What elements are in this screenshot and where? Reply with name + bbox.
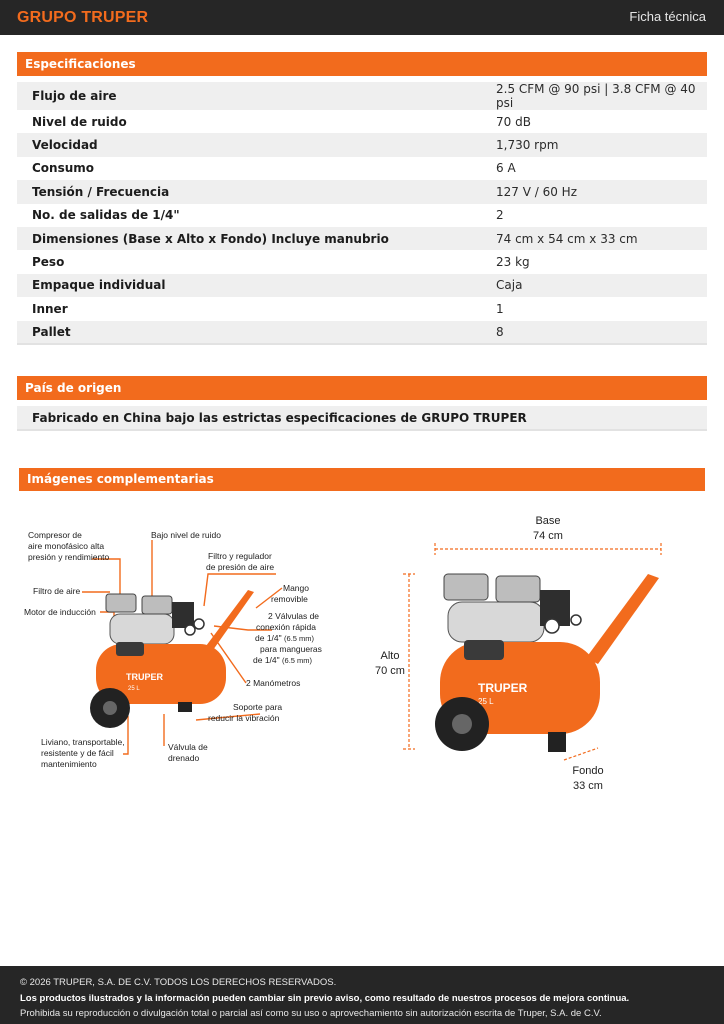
callout-valvulas-l3a: de 1/4": [255, 633, 282, 643]
dim-alto-label: Alto: [380, 650, 400, 662]
svg-text:de 1/4" (6.5 mm): [253, 655, 313, 665]
spec-label: Velocidad: [17, 133, 488, 156]
spec-row: [17, 133, 707, 156]
spec-row: [17, 180, 707, 203]
callout-valvulas-l3b: (6.5 mm): [284, 634, 315, 643]
callout-motor: Motor de inducción: [24, 607, 96, 617]
callout-compresor-l1: Compresor de: [28, 530, 82, 540]
top-header-bar: [0, 0, 724, 35]
callout-valvulas-l1: 2 Válvulas de: [268, 611, 320, 621]
dim-base-label: Base: [535, 515, 561, 527]
spec-label: No. de salidas de 1/4": [17, 204, 488, 227]
footer: [0, 966, 724, 1024]
spec-value: 2: [488, 204, 707, 227]
dim-fondo-label: Fondo: [572, 765, 604, 777]
callout-valvulas-l4: para mangueras: [260, 644, 322, 654]
callout-liviano-l2: resistente y de fácil: [41, 748, 114, 758]
callout-soporte-l1: Soporte para: [233, 702, 283, 712]
spec-label: Empaque individual: [17, 274, 488, 297]
left-tank-brand: TRUPER: [126, 672, 164, 682]
compressor-features-figure: [18, 518, 348, 780]
callout-valvula-drenado-l2: drenado: [168, 753, 200, 763]
spec-value: Caja: [488, 274, 707, 297]
specs-table: [17, 82, 707, 345]
callout-liviano-l1: Liviano, transportable,: [41, 737, 125, 747]
spec-label: Tensión / Frecuencia: [17, 180, 488, 203]
spec-row: [17, 227, 707, 250]
spec-row: [17, 157, 707, 180]
spec-label: Peso: [17, 250, 488, 273]
spec-row: [17, 82, 707, 110]
spec-row: [17, 297, 707, 320]
spec-value: 1: [488, 297, 707, 320]
callout-filtro-regulador-l2: de presión de aire: [206, 562, 275, 572]
callout-valvula-drenado-l1: Válvula de: [168, 742, 208, 752]
spec-row: [17, 110, 707, 133]
left-tank-capacity: 25 L: [128, 686, 140, 692]
origin-text: Fabricado en China bajo las estrictas especificaciones de GRUPO TRUPER: [17, 406, 707, 431]
spec-value: 2.5 CFM @ 90 psi | 3.8 CFM @ 40 psi: [488, 82, 707, 110]
spec-value: 6 A: [488, 157, 707, 180]
callout-manometros: 2 Manómetros: [246, 678, 301, 688]
footer-copyright: © 2026 TRUPER, S.A. DE C.V. TODOS LOS DERECHOS RESERVADOS.: [20, 977, 337, 988]
callout-valvulas-l5b: (6.5 mm): [282, 656, 313, 665]
callout-liviano-l3: mantenimiento: [41, 759, 97, 769]
spec-value: 70 dB: [488, 110, 707, 133]
document-type-label: Ficha técnica: [629, 9, 706, 24]
callout-bajo-ruido: Bajo nivel de ruido: [151, 530, 221, 540]
brand-logo: GRUPO TRUPER: [17, 9, 149, 26]
spec-value: 8: [488, 321, 707, 344]
spec-row: [17, 250, 707, 273]
dim-base-value: 74 cm: [533, 530, 563, 542]
dim-fondo-value: 33 cm: [573, 780, 603, 792]
spec-value: 23 kg: [488, 250, 707, 273]
dim-alto-value: 70 cm: [375, 665, 405, 677]
callout-filtro-regulador-l1: Filtro y regulador: [208, 551, 272, 561]
spec-value: 127 V / 60 Hz: [488, 180, 707, 203]
footer-prohibition: Prohibida su reproducción o divulgación total o parcial así como su uso o aprovechamiento sin autorización escrita de Truper, S.A. de C.V.: [20, 1008, 602, 1019]
footer-disclaimer: Los productos ilustrados y la información pueden cambiar sin previo aviso, como resultado de nuestros procesos de mejora continua.: [20, 992, 630, 1004]
callout-valvulas-l2: conexión rápida: [256, 622, 317, 632]
callout-filtro-aire: Filtro de aire: [33, 586, 81, 596]
spec-value: 1,730 rpm: [488, 133, 707, 156]
spec-label: Nivel de ruido: [17, 110, 488, 133]
section-title-specs: Especificaciones: [17, 52, 707, 76]
right-tank-brand: TRUPER: [478, 681, 528, 695]
section-title-images: Imágenes complementarias: [19, 468, 705, 491]
callout-compresor-l2: aire monofásico alta: [28, 541, 105, 551]
compressor-dimensions-figure: [368, 508, 678, 798]
callout-valvulas-l5a: de 1/4": [253, 655, 280, 665]
callout-soporte-l2: reducir la vibración: [208, 713, 280, 723]
spec-label: Pallet: [17, 321, 488, 344]
spec-row: [17, 321, 707, 344]
spec-label: Dimensiones (Base x Alto x Fondo) Incluye manubrio: [17, 227, 488, 250]
callout-compresor-l3: presión y rendimiento: [28, 552, 110, 562]
spec-row: [17, 204, 707, 227]
spec-value: 74 cm x 54 cm x 33 cm: [488, 227, 707, 250]
callout-mango-l1: Mango: [283, 583, 309, 593]
spec-label: Consumo: [17, 157, 488, 180]
right-tank-capacity: 25 L: [478, 697, 494, 706]
spec-row: [17, 274, 707, 297]
svg-text:de 1/4" (6.5 mm): [255, 633, 315, 643]
spec-label: Flujo de aire: [17, 82, 488, 110]
spec-label: Inner: [17, 297, 488, 320]
callout-mango-l2: removible: [271, 594, 308, 604]
section-title-origin: País de origen: [17, 376, 707, 400]
